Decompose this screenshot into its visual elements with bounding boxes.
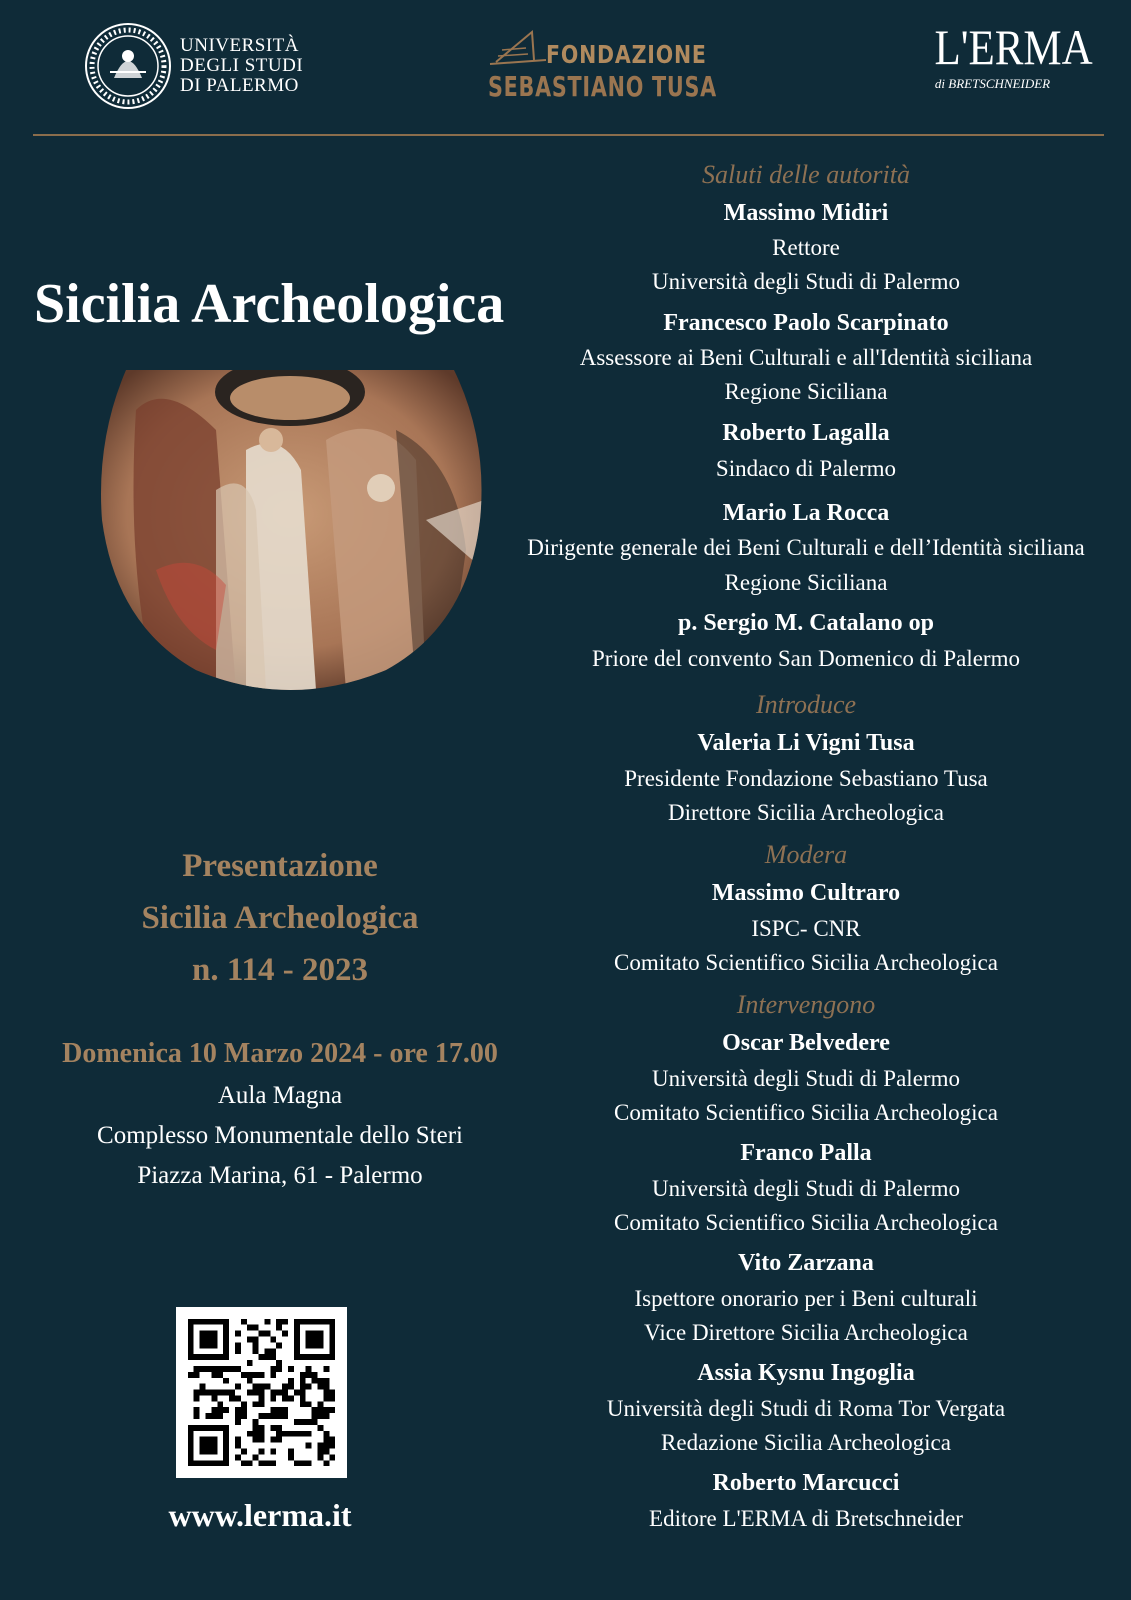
publisher-name: L'ERMA: [934, 19, 1093, 75]
foundation-logo: [488, 30, 717, 110]
program-name: Assia Kysnu Ingoglia: [697, 1360, 915, 1386]
presentation-line-1: Presentazione: [182, 848, 378, 884]
program-role: Vice Direttore Sicilia Archeologica: [644, 1320, 968, 1345]
program-role: Priore del convento San Domenico di Palermo: [592, 646, 1020, 671]
program-role: Rettore: [772, 235, 840, 260]
university-seal-icon: [84, 22, 172, 110]
program-role: Regione Siciliana: [724, 570, 888, 595]
program-role: Sindaco di Palermo: [715, 456, 897, 481]
program-name: Valeria Li Vigni Tusa: [697, 730, 915, 756]
program-role: Università degli Studi di Palermo: [652, 1176, 960, 1201]
program-name: Roberto Lagalla: [722, 420, 890, 446]
program-role: Università degli Studi di Palermo: [652, 1066, 960, 1091]
program-role: Assessore ai Beni Culturali e all'Identità siciliana: [579, 345, 1033, 370]
logo-header: [0, 0, 1131, 135]
program-name: Francesco Paolo Scarpinato: [663, 310, 949, 336]
foundation-line-2: SEBASTIANO TUSA: [488, 70, 717, 103]
boat-icon: [488, 30, 548, 72]
program-role: Redazione Sicilia Archeologica: [661, 1430, 951, 1455]
program-role: Direttore Sicilia Archeologica: [668, 800, 944, 825]
foundation-line-1: FONDAZIONE: [546, 40, 707, 69]
venue-line-1: Aula Magna: [217, 1082, 343, 1109]
program-section: Modera: [764, 840, 848, 869]
presentation-line-3: n. 114 - 2023: [191, 952, 369, 988]
program-role: Ispettore onorario per i Beni culturali: [634, 1286, 978, 1311]
vase-painting-image: [96, 370, 484, 690]
venue-line-2: Complesso Monumentale dello Steri: [97, 1122, 463, 1149]
program-name: Vito Zarzana: [738, 1250, 874, 1276]
program-name: Oscar Belvedere: [722, 1030, 890, 1056]
program-role: Dirigente generale dei Beni Culturali e dell’Identità siciliana: [527, 535, 1085, 560]
venue-line-3: Piazza Marina, 61 - Palermo: [137, 1162, 423, 1189]
program-section: Saluti delle autorità: [702, 160, 910, 189]
program-role: Comitato Scientifico Sicilia Archeologica: [614, 1100, 998, 1125]
header-divider: [33, 134, 1104, 136]
program-name: Roberto Marcucci: [712, 1470, 900, 1496]
qr-code[interactable]: [176, 1307, 347, 1478]
program-name: Mario La Rocca: [722, 500, 890, 526]
program-role: Editore L'ERMA di Bretschneider: [649, 1506, 963, 1531]
event-date: Domenica 10 Marzo 2024 - ore 17.00: [62, 1038, 498, 1069]
program-section: Intervengono: [736, 990, 876, 1019]
university-logo: [84, 22, 303, 110]
program-name: Massimo Midiri: [723, 200, 889, 226]
university-line-1: UNIVERSITÀ: [180, 35, 299, 56]
publisher-sub: di BRETSCHNEIDER: [934, 76, 1051, 91]
publisher-logo: [925, 19, 1093, 92]
website-link[interactable]: www.lerma.it: [168, 1497, 352, 1533]
program-name: p. Sergio M. Catalano op: [677, 610, 934, 636]
program-role: Comitato Scientifico Sicilia Archeologica: [614, 950, 998, 975]
program-role: Università degli Studi di Palermo: [652, 269, 960, 294]
presentation-line-2: Sicilia Archeologica: [141, 900, 419, 936]
program-section: Introduce: [755, 690, 857, 719]
program-role: ISPC- CNR: [751, 916, 861, 941]
university-line-3: DI PALERMO: [180, 75, 299, 96]
program-role: Università degli Studi di Roma Tor Vergata: [606, 1396, 1006, 1421]
university-line-2: DEGLI STUDI: [180, 55, 304, 76]
program-role: Regione Siciliana: [724, 379, 888, 404]
page-title: Sicilia Archeologica: [34, 273, 505, 335]
program-name: Massimo Cultraro: [711, 880, 901, 906]
program-name: Franco Palla: [740, 1140, 872, 1166]
program-role: Comitato Scientifico Sicilia Archeologica: [614, 1210, 998, 1235]
program-role: Presidente Fondazione Sebastiano Tusa: [624, 766, 988, 791]
